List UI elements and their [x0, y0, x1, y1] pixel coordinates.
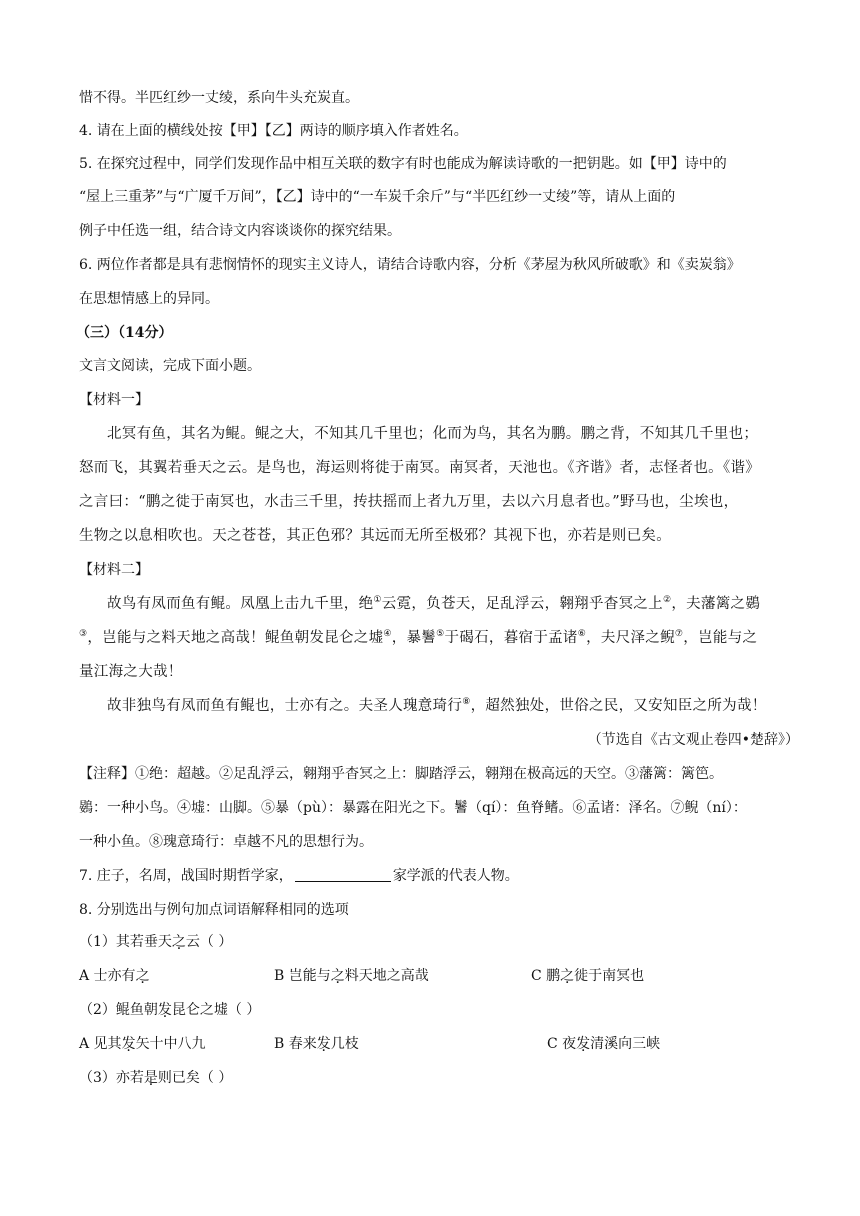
question-5-line-3: 例子中任选一组，结合诗文内容谈谈你的探究结果。 — [79, 223, 401, 239]
sub-question-1: （1）其若垂天之云（ ） — [79, 934, 233, 950]
question-6-line-2: 在思想情感上的异同。 — [79, 291, 219, 307]
material-1-line-4: 生物之以息相吹也。天之苍苍，其正色邪？其远而无所至极邪？其视下也，亦若是则已矣。 — [79, 528, 671, 544]
sub-question-3: （3）亦若是则已矣（ ） — [79, 1070, 233, 1086]
sub-question-2: （2）鲲鱼朝发昆仑之墟（ ） — [79, 1002, 261, 1018]
option-2-c: C 夜发清溪向三峡 — [547, 1036, 661, 1052]
question-6-line-1: 6. 两位作者都是具有悲悯情怀的现实主义诗人，请结合诗歌内容，分析《茅屋为秋风所破歌》和《卖炭翁》 — [79, 257, 741, 273]
source-citation: （节选自《古文观止卷四•楚辞》） — [587, 732, 799, 748]
material-1-title: 【材料一】 — [79, 392, 149, 408]
question-5-line-2: “屋上三重茅”与“广厦千万间”，【乙】诗中的“一车炭千余斤”与“半匹红纱一丈绫”等，请从上面的 — [79, 189, 676, 205]
section-3-heading: （三）（14分） — [76, 325, 173, 341]
material-2-line-1: 故鸟有凤而鱼有鲲。凤凰上击九千里，绝①云霓，负苍天，足乱浮云，翱翔乎杳冥之上②，夫藩篱之鷃 — [107, 595, 761, 612]
notes-line-2: 鷃：一种小鸟。④墟：山脚。⑤暴（pù）：暴露在阳光之下。鬐（qí）：鱼脊鳍。⑥孟诸：泽名。⑦鲵（ní）： — [79, 800, 747, 816]
option-2-a: A 见其发矢十中八九 — [79, 1036, 206, 1052]
option-1-c: C 鹏之徙于南冥也 — [531, 968, 645, 984]
option-2-b: B 春来发几枝 — [274, 1036, 359, 1052]
material-2-line-2: ③，岂能与之料天地之高哉！鲲鱼朝发昆仑之墟④，暴鬐⑤于碣石，暮宿于孟诸⑥，夫尺泽之鲵⑦，岂能与之 — [79, 629, 758, 646]
option-1-a: A 士亦有之 — [79, 968, 150, 984]
option-1-b: B 岂能与之料天地之高哉 — [274, 968, 429, 984]
answer-blank[interactable] — [295, 867, 391, 882]
material-2-line-4: 故非独鸟有凤而鱼有鲲也，士亦有之。夫圣人瑰意琦行⑧，超然独处，世俗之民，又安知臣之所为哉！ — [107, 697, 767, 714]
material-2-title: 【材料二】 — [79, 562, 149, 578]
section-intro: 文言文阅读，完成下面小题。 — [79, 358, 261, 374]
material-1-line-2: 怒而飞，其翼若垂天之云。是鸟也，海运则将徙于南冥。南冥者，天池也。《齐谐》者，志怪者也。《谐》 — [79, 460, 761, 476]
question-4: 4. 请在上面的横线处按【甲】【乙】两诗的顺序填入作者姓名。 — [79, 123, 468, 139]
question-8: 8. 分别选出与例句加点词语解释相同的选项 — [79, 902, 349, 918]
question-5-line-1: 5. 在探究过程中，同学们发现作品中相互关联的数字有时也能成为解读诗歌的一把钥匙。如【甲】诗中的 — [79, 156, 727, 172]
material-1-line-1: 北冥有鱼，其名为鲲。鲲之大，不知其几千里也；化而为鸟，其名为鹏。鹏之背，不知其几千里也； — [107, 426, 759, 442]
emphasis-dot-word: 之 — [171, 934, 186, 950]
material-2-line-3: 量江海之大哉！ — [79, 664, 183, 680]
notes-line-1: 【注释】①绝：超越。②足乱浮云，翱翔乎杳冥之上：脚踏浮云，翱翔在极高远的天空。③藩篱：篱笆。 — [79, 766, 723, 782]
question-7: 7. 庄子，名周，战国时期哲学家， 家学派的代表人物。 — [79, 868, 519, 884]
notes-line-3: 一种小鱼。⑧瑰意琦行：卓越不凡的思想行为。 — [79, 834, 373, 850]
poem-last-line: 惜不得。半匹红纱一丈绫，系向牛头充炭直。 — [79, 90, 359, 106]
material-1-line-3: 之言曰：“鹏之徙于南冥也，水击三千里，抟扶摇而上者九万里，去以六月息者也。”野马也，尘埃也， — [79, 494, 739, 510]
